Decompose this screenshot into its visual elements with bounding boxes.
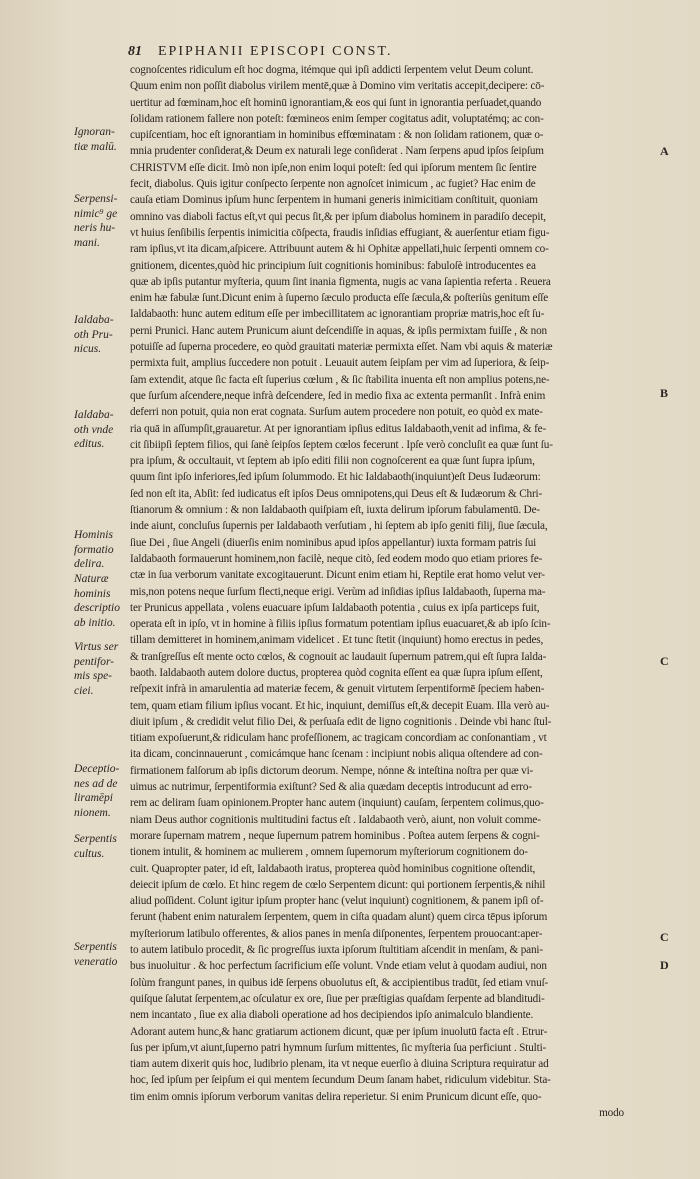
text-line: que ſurſum aſcendere,neque infrà deſcendere, ſed in medio fixa ac extenta permanſit . Infrà enim [130,389,546,402]
text-line: quiſque ſalutat ſerpentem,ac oſculatur ex ore, ſiue per præſtigias quaſdam ſerpente ad blanditudi- [130,992,545,1005]
text-line: deferri non potuit, quia non erat cognata. Surſum autem procedere non potuit, eo quòd ex mate- [130,406,543,419]
text-line: ram ipſius,vt ita dicam,aſpicere. Attribuunt autem & hi Ophitæ appellati,huic ſerpenti omnem co- [130,243,549,256]
text-line: reſpexit infrà in amarulentia ad materiæ fecem, & genuit virtutem ſerpentiformē ſpeciem haben- [130,683,545,696]
text-line: ſus per ipſum,vt aiunt,ſuperno patri hymnum ſurſum mittentes, ſic myſteria ſua perficiunt . Stulti- [130,1041,547,1054]
text-line: omnino vas diaboli factus eſt,vt qui pecus ſit,& per ipſum diabolus hominem in paradiſo decepit, [130,210,546,223]
text-line: inde aiunt, concluſus ſupernis per Ialdabaoth verſutiam , hi ſeptem ab ipſo geniti filij, ſiue ſæcula, [130,520,548,533]
text-line: baoth. Ialdabaoth autem dolore ductus, propterea quòd cognita eſſent ea quæ ſupra ipſum eſſent, [130,666,543,679]
text-line: perni Prunici. Hanc autem Prunicum aiunt deſcendiſſe in aquas, & ipſis permixtam fuiſſe , & non [130,324,547,337]
text-line: cupiſcentiam, hoc eſt ignorantiam in hominibus effœminatam : & non ſolidam rationem, quæ o- [130,129,544,142]
text-line: hoc, ſed ipſum per ſeipſum ei qui mentem ſecundum Deum ſanam habet, ridiculum videbitur. Sta- [130,1074,551,1087]
margin-note: Hominis formatio delira. [74,529,114,570]
text-line: potuiſſe ad ſuperna procedere, eo quòd grauitati materiæ permixta eſſet. Nam vbi aquis & materiæ [130,341,553,354]
text-line: quum ſint ipſo inferiores,ſed ipſum ſolummodo. Et hic Ialdabaoth(inquiunt)eſt Deus Iudæorum: [130,471,541,484]
text-line: modo [599,1107,624,1119]
text-line: ctæ in ſua verborum vanitate excogitauerunt. Dicunt enim etiam hi, Reptile erat homo velut ver- [130,569,545,582]
text-line: deiecit ipſum de cœlo. Et hinc regem de cœlo Serpentem dicunt: qui portionem ſerpentis,& nihil [130,878,546,891]
margin-note: Serpentis cultus. [74,833,117,860]
text-line: pra ipſum, & occultauit, vt ſeptem ab ipſo editi filii non cognoſcerent ea quæ ſunt ſupra ipſum, [130,455,535,468]
text-line: ſtianorum & omnium : & non Ialdabaoth quiſpiam eſt, iuxta delirum ipſorum fabulamentū. De- [130,504,540,517]
text-line: mis,non potens neque ſurſum flecti,neque erigi. Verùm ad inſidias ipſius Ialdabaoth, ſuperna ma- [130,585,546,598]
section-letter-d: D [660,958,669,972]
margin-note: Ignoran- tiæ malū. [74,126,117,153]
text-line: ſam extendit, atque ſic facta eſt ſuperius cœlum , & ſic ſtabilita inuenta eſt non amplius potens,ne- [130,373,550,386]
running-head: EPIPHANII EPISCOPI CONST. [158,44,393,59]
text-line: ria quā in aſſumpſit,grauaretur. At per ignorantiam ipſius editus Ialdabaoth,venit ad infima, & fe- [130,422,547,435]
text-line: uertitur ad fœminam,hoc eſt hominū ignorantiam,& eos qui ſunt in ignorantia perſuadet,quando [130,96,542,109]
margin-note: Deceptio- nes ad de liramēpi nionem. [74,763,120,819]
margin-note: Ialdaba- oth Pru- nicus. [74,314,114,355]
text-line: Adorant autem hunc,& hanc gratiarum actionem dicunt, quæ per ipſum inuolutū facta eſt . Etrur- [130,1025,548,1038]
margin-note: Serpentis veneratio [74,941,118,968]
text-line: Ialdabaoth: hunc autem editum eſſe per imbecillitatem ac ignorantiam propriæ matris,hoc eſt ſu- [130,308,545,321]
text-line: morare ſupernam matrem , neque ſupernum patrem hominibus . Poſtea autem ſerpens & cogni- [130,829,540,842]
text-line: ſiue Dei , ſiue Angeli (diuerſis enim nominibus apud ipſos appellantur) iuxta formam patris ſui [130,536,537,549]
text-line: to autem latibulo procedit, & ſic progreſſus iuxta ipſorum ſtultitiam aſcendit in menſam, & pani- [130,944,543,957]
text-line: tiam autem dixerit quis hoc, ludibrio plenam, ita vt neque euerſio à diuina Scriptura requiratur ad [130,1058,549,1071]
text-line: cit ſibiipſi ſeptem filios, qui ſanè ſeipſos ſeptem cœlos fecerunt . Ipſe verò concluſit ea quæ ſunt ſu- [130,438,553,451]
text-line: ſolidam rationem fallere non poteſt: fœmineos enim ſemper cogitatus adit, voluptatémq; ac con- [130,112,544,125]
text-line: Ialdabaoth formauerunt hominem,non facilè, neque citò, ſed eodem modo quo etiam priores fe- [130,552,543,565]
text-line: aliud poſſident. Colunt igitur ipſum propter hanc (velut inquiunt) cognitionem, & panem ipſi of- [130,895,544,908]
text-line: ferunt (habent enim naturalem ſerpentem, quem in ciſta quadam alunt) quem circa tēpus ipſorum [130,911,548,924]
text-line: ſed non eſt ita, Abſit: ſed iudicatus eſt ipſos Deus omnipotens,qui Deus eſt & Iudæorum & Chri- [130,487,543,500]
text-line: operata eſt in ipſo, vt in homine à filiis ipſius formatum potentiam ipſius euacuaret,& ab ipſo ſcin- [130,618,551,631]
section-letter-b: B [660,386,669,400]
text-line: nem incantato , ſiue ex alia diaboli operatione ad hos decipiendos ipſo animalculo blandiente. [130,1009,534,1022]
margin-note: Naturæ hominis descriptio ab initio. [74,573,120,629]
text-line: cuit. Quapropter pater, id eſt, Ialdabaoth iratus, propterea quòd hominibus cognitione oſtendit, [130,862,536,875]
text-line: tem, quam etiam filium ipſius vocant. Et hic, inquiunt, demiſſus eſt,& decepit Euam. Illa verò au- [130,699,550,712]
text-line: quæ ab ipſis putantur myſteria, quum ſint inania figmenta, nugis ac vana ſapientia referta . Reuera [130,275,551,288]
text-line: gnitionem, dicentes,quòd hic principium ſuit cognitionis hominibus: fabuloſè introducentes ea [130,259,536,272]
text-line: rem ac deliram ſuam opinionem.Propter hanc autem (inquiunt) cauſam, ſerpentem colimus,quo- [130,797,544,810]
text-line: Quum enim non poſſit diabolus virilem mentē,quæ à Domino vim veritatis accepit,decipere: cō- [130,80,545,93]
text-line: cognoſcentes ridiculum eſt hoc dogma, itémque qui ipſi addicti ſerpentem velut Deum colunt. [130,64,534,76]
section-letter-c: C [660,654,669,668]
page-number: 81 [128,44,142,59]
text-line: permixta fuit, amplius ſuccedere non potuit . Leuauit autem ſeipſam per vim ad ſuperiora, & ſeip- [130,357,550,370]
margin-note: Serpensi- nimic⁹ ge neris hu- mani. [74,193,118,249]
text-line: cauſa etiam Dominus ipſum hunc ſerpentem in humani generis inimicitiam conſtituit, quoniam [130,194,538,207]
text-line: tim enim omnis ipſorum verborum vanitas delira reperietur. Si enim Prunicum dicunt eſſe, quo- [130,1090,542,1103]
text-line: vt huius ſenſibilis ſerpentis inimicitia cōſpecta, fraudis inſidias effugiant, & auerſentur etiam figu- [130,226,550,239]
text-line: diuit ipſum , & credidit velut filio Dei, & perſuaſa edit de ligno cognitionis . Deinde vbi hanc ſtul- [130,715,552,728]
section-letter-a: A [660,144,669,158]
margin-note: Ialdaba- oth vnde editus. [74,409,114,450]
text-line: uimus ac nutrimur, ſerpentiformia exiſtunt? Sed & alia quædam deceptis introducunt ad erro- [130,781,532,794]
section-letter-c-second: C [660,930,669,944]
page-header [128,44,628,64]
body-text [130,62,624,1121]
text-line: bus inuoluitur . & hoc perfectum ſacrificium eſſe volunt. Vnde etiam velut à quodam audiui, non [130,960,547,973]
text-line: ſolùm frangunt panes, in quibus idē ſerpens obuolutus eſt, & accipientibus tradūt, ſed etiam vnuſ- [130,976,549,989]
text-line: titiam expoſuerunt,& ridiculam hanc profeſſionem, ac tragicam concordiam ac conſonantiam , vt [130,732,547,745]
text-line: mnia prudenter conſiderat,& Deum ex naturali lege conſiderat . Nam ſerpens apud ipſos ſeipſum [130,145,544,158]
text-line: niam Deus author cognitionis multitudini factus eſt . Ialdabaoth verò, aiunt, non voluit comme- [130,813,541,826]
text-line: & tranſgreſſus eſt mente octo cœlos, & cognouit ac laudauit ſupernum patrem,qui eſt ſupra Ialda- [130,650,547,663]
text-line: fecit, diabolus. Quis igitur conſpecto ſerpente non agnoſcet inimicum , ac fugiet? Hac enim de [130,178,536,191]
text-line: ter Prunicus appellata , volens euacuare ipſum Ialdabaoth potentia , cuius ex ipſa particeps fuit, [130,601,540,614]
margin-note: Virtus ser pentifor- mis spe- ciei. [74,641,119,697]
text-line: enim hæ fabulæ ſunt.Dicunt enim à ſuperno ſæculo producta eſſe ſæcula,& poſteriùs genitum eſſe [130,292,549,305]
text-line: CHRISTVM eſſe dicit. Imò non ipſe,non enim loqui poteſt: ſed qui ipſorum mentem ſic ſentire [130,161,537,174]
text-line: firmationem falſorum ab ipſis dictorum deorum. Nempe, nónne & inteſtina noſtra per quæ vi- [130,764,534,777]
text-line: tionem intulit, & hominem ac mulierem , omnem ſupernorum myſteriorum cognitionem do- [130,846,528,859]
text-line: myſteriorum latibulo offerentes, & alios panes in menſa diſponentes, ſerpentem prouocant:aper- [130,927,543,940]
text-line: ita dicam, concinnauerunt , comicámque hanc ſcenam : incipiunt nobis aliqua oſtendere ad con- [130,748,543,761]
text-line: tillam demitteret in hominem,animam videlicet . Et tunc ſtetit (inquiunt) homo erectus in pedes, [130,634,544,647]
